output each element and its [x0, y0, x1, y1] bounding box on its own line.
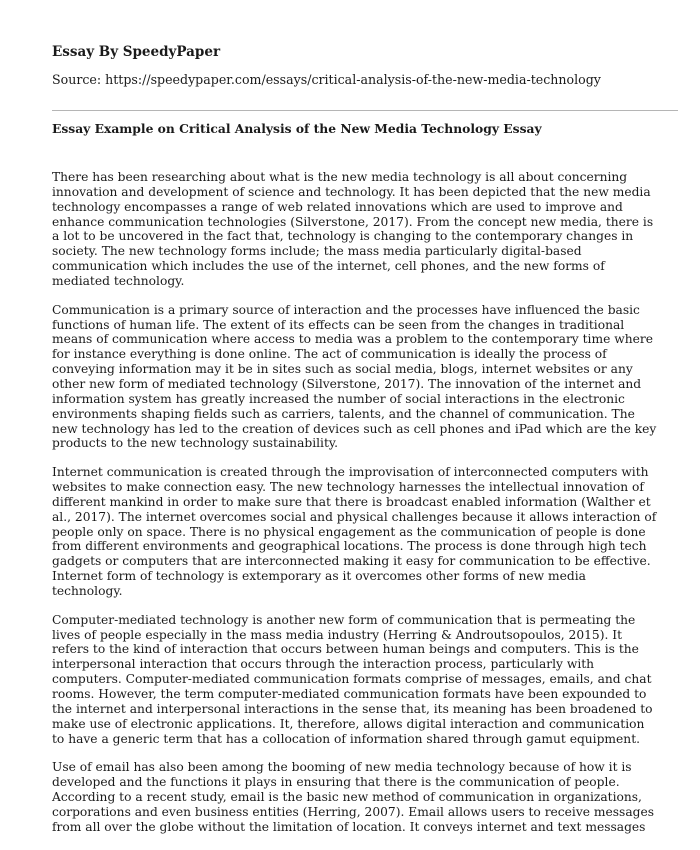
header-divider [52, 110, 678, 111]
essay-paragraph-4: Computer-mediated technology is another new form of communication that is permeating the lives of people especially in the mass media industry (Herring & Androutsopoulos, 2015). It refers to the kind of interaction that occurs between human beings and computers. This is the interpersonal interaction that occurs through the interaction process, particularly with computers. Computer-mediated communication formats comprise of messages, emails, and chat rooms. However, the term computer-mediated communication formats have been expounded to the internet and interpersonal interactions in the sense that, its meaning has been broadened to make use of electronic applications. It, therefore, allows digital interaction and communication to have a generic term that has a collocation of information shared through gamut equipment. [52, 612, 653, 746]
essay-title: Essay Example on Critical Analysis of the New Media Technology Essay [52, 121, 542, 136]
essay-paragraph-3: Internet communication is created through the improvisation of interconnected computers with websites to make connection easy. The new technology harnesses the intellectual innovation of different mankind in order to make sure that there is broadcast enabled information (Walther et al., 2017). The internet overcomes social and physical challenges because it allows interaction of people only on space. There is no physical engagement as the communication of people is done from different environments and geographical locations. The process is done through high tech gadgets or computers that are interconnected making it easy for communication to be effective. Internet form of technology is extemporary as it overcomes other forms of new media technology. [52, 465, 657, 598]
source-url-text: Source: https://speedypaper.com/essays/critical-analysis-of-the-new-media-technology [52, 72, 601, 87]
document-header-title: Essay By SpeedyPaper [52, 44, 221, 60]
essay-paragraph-2: Communication is a primary source of interaction and the processes have influenced the basic functions of human life. The extent of its effects can be seen from the changes in traditional means of communication where access to media was a problem to the contemporary time where for instance everything is done online. The act of communication is ideally the process of conveying information may it be in sites such as social media, blogs, internet websites or any other new form of mediated technology (Silverstone, 2017). The innovation of the internet and information system has greatly increased the number of social interactions in the electronic environments shaping fields such as carriers, talents, and the channel of communication. The new technology has led to the creation of devices such as cell phones and iPad which are the key products to the new technology sustainability. [52, 302, 657, 451]
essay-body [52, 170, 657, 849]
essay-paragraph-1: There has been researching about what is the new media technology is all about concerning innovation and development of science and technology. It has been depicted that the new media technology encompasses a range of web related innovations which are used to improve and enhance communication technologies (Silverstone, 2017). From the concept new media, there is a lot to be uncovered in the fact that, technology is changing to the contemporary changes in society. The new technology forms include; the mass media particularly digital-based communication which includes the use of the internet, cell phones, and the new forms of mediated technology. [52, 170, 654, 288]
essay-paragraph-5: Use of email has also been among the booming of new media technology because of how it is developed and the functions it plays in ensuring that there is the communication of people. According to a recent study, email is the basic new method of communication in organizations, corporations and even business entities (Herring, 2007). Email allows users to receive messages from all over the globe without the limitation of location. It conveys internet and text messages [52, 760, 655, 834]
